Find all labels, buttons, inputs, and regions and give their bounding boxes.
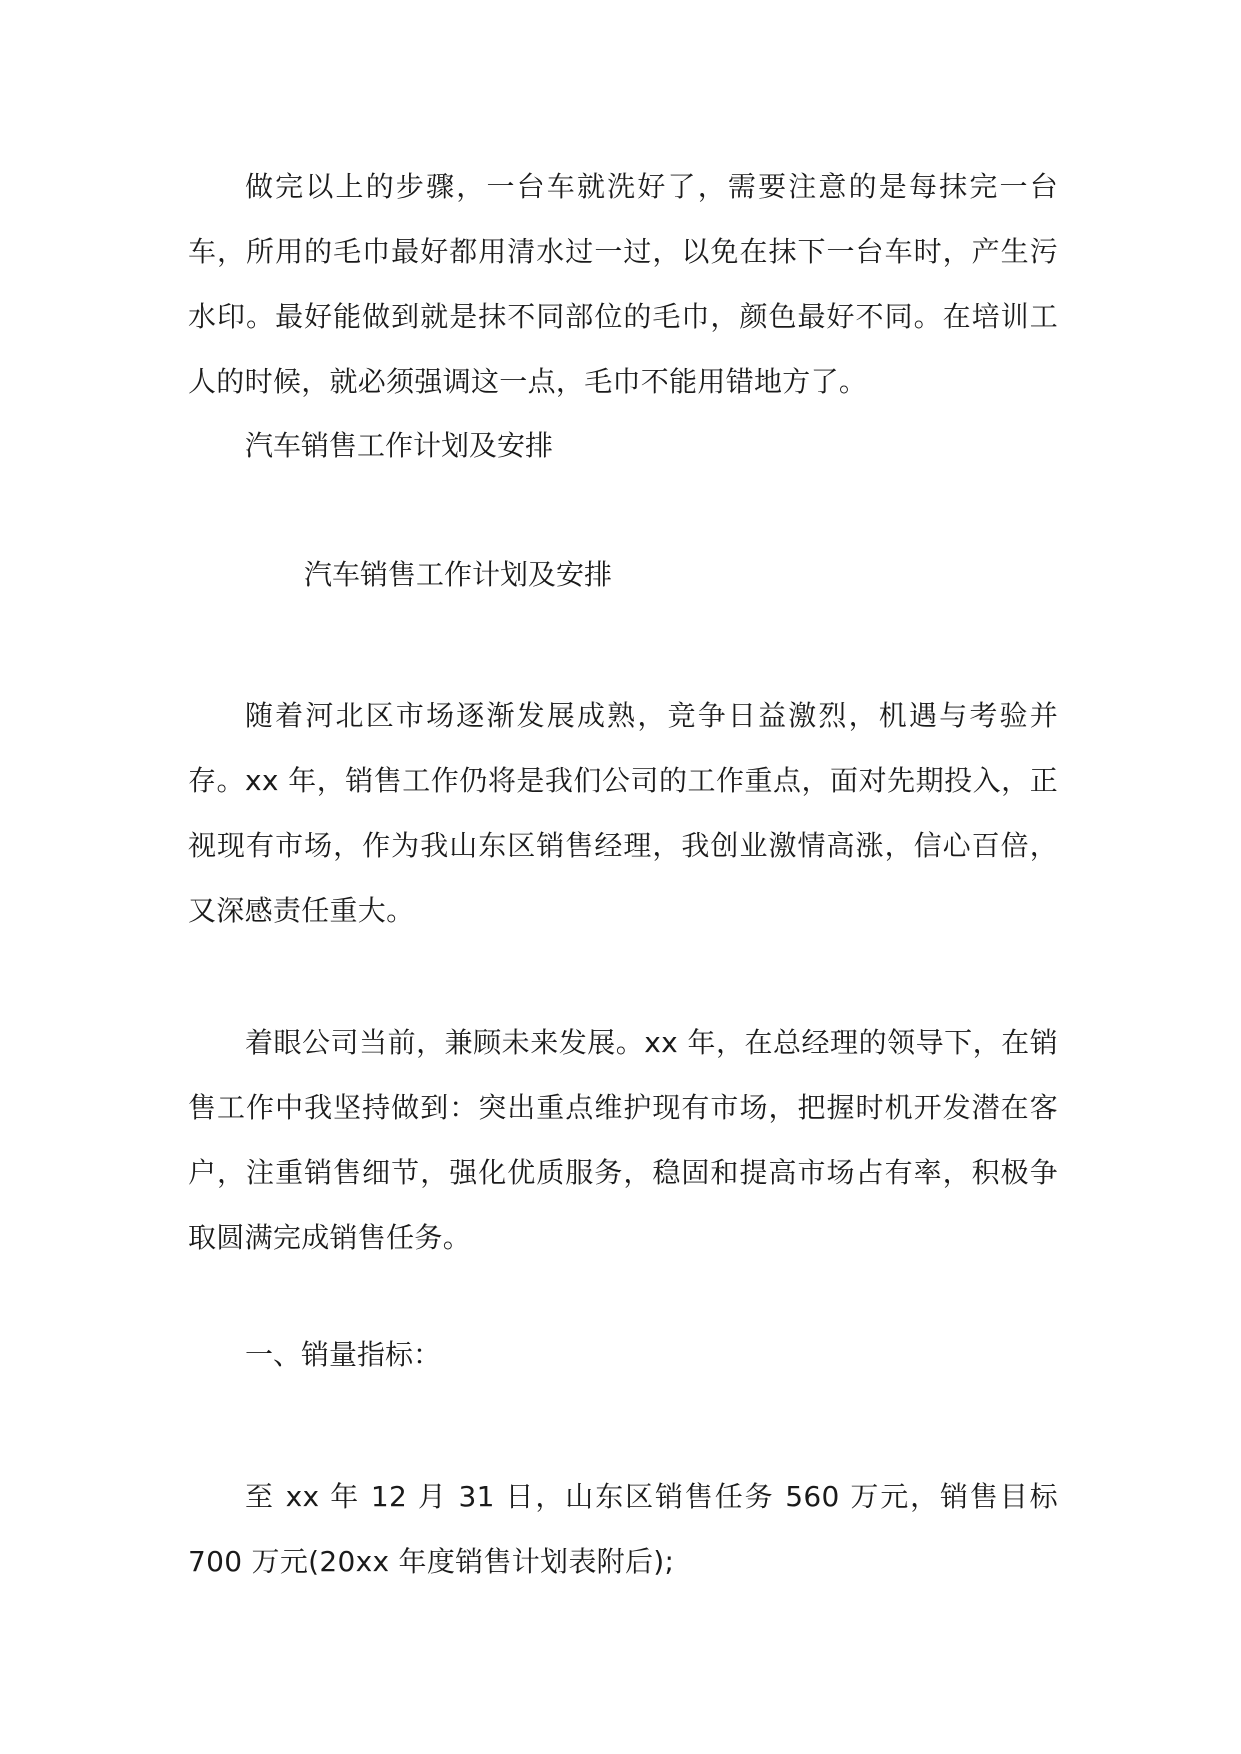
- section-title-sales-target: 一、销量指标：: [245, 1338, 442, 1371]
- paragraph-sales-target: 至 xx 年 12 月 31 日，山东区销售任务 560 万元，销售目标 700 万元(20xx 年度销售计划表附后);: [188, 1480, 1058, 1578]
- document-heading: 汽车销售工作计划及安排: [245, 429, 554, 462]
- paragraph-market-overview: 随着河北区市场逐渐发展成熟，竞争日益激烈，机遇与考验并存。xx 年，销售工作仍将是我们公司的工作重点，面对先期投入，正视现有市场，作为我山东区销售经理，我创业激情高涨，信心百倍，又深感责任重大。: [188, 699, 1058, 927]
- paragraph-car-wash-notes: 做完以上的步骤，一台车就洗好了，需要注意的是每抹完一台车，所用的毛巾最好都用清水过一过，以免在抹下一台车时，产生污水印。最好能做到就是抹不同部位的毛巾，颜色最好不同。在培训工人的时候，就必须强调这一点，毛巾不能用错地方了。: [188, 170, 1058, 398]
- document-subheading: 汽车销售工作计划及安排: [304, 558, 613, 591]
- paragraph-sales-strategy: 着眼公司当前，兼顾未来发展。xx 年，在总经理的领导下，在销售工作中我坚持做到：突出重点维护现有市场，把握时机开发潜在客户，注重销售细节，强化优质服务，稳固和提高市场占有率，积极争取圆满完成销售任务。: [188, 1026, 1058, 1254]
